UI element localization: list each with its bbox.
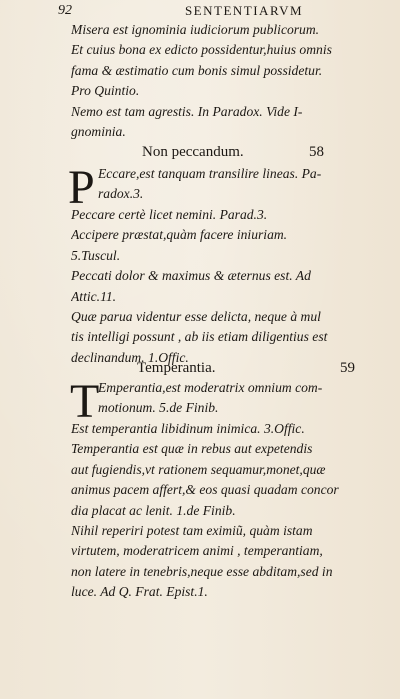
text-line: Nihil reperiri potest tam eximiũ, quàm istam (71, 523, 313, 539)
text-line: 5.Tuscul. (71, 247, 121, 263)
page-header (58, 3, 392, 21)
section-title: Temperantia. (137, 360, 216, 376)
section-number (309, 144, 324, 161)
section-number-value: 59 (340, 360, 355, 376)
text-line: gnominia. (71, 124, 126, 140)
text-line: Accipere præstat,quàm facere iniuriam. (71, 227, 288, 243)
text-line: Pro Quintio. (71, 83, 140, 99)
text-line: dia placat ac lenit. 1.de Finib. (71, 502, 236, 518)
text-line: radox.3. (98, 186, 144, 202)
opening-paragraph (71, 20, 392, 142)
section-title: Non peccandum. (142, 144, 244, 160)
text-line: Attic.11. (71, 288, 117, 304)
text-line: declinandum. 1.Offic. (71, 349, 189, 365)
section2-body (71, 419, 392, 603)
text-line: Peccati dolor & maximus & æternus est. Ad (71, 268, 311, 284)
text-line: Emperantia,est moderatrix omnium com- (98, 380, 323, 395)
text-line: luce. Ad Q. Frat. Epist.1. (71, 584, 208, 600)
section-heading-temperantia (137, 360, 216, 377)
text-line: Et cuius bona ex edicto possidentur,huius omnis (71, 42, 332, 58)
running-head: SENTENTIARVM (184, 3, 304, 18)
drop-capital: P (68, 161, 95, 214)
section1-first-lines (98, 164, 392, 205)
text-line: Eccare,est tanquam transilire lineas. Pa- (98, 166, 322, 181)
text-line: Est temperantia libidinum inimica. 3.Offic. (71, 421, 305, 436)
text-line: fama & æstimatio cum bonis simul possidetur. (71, 62, 323, 78)
text-line: Temperantia est quæ in rebus aut expetendis (71, 441, 313, 457)
text-line: animus pacem affert,& eos quasi quadam concor (71, 482, 339, 498)
text-line: Misera est ignominia iudiciorum publicorum. (71, 22, 320, 37)
text-line: Peccare certè licet nemini. Parad.3. (71, 207, 268, 222)
section-number (340, 360, 355, 377)
drop-capital: T (70, 375, 100, 428)
section1-body (71, 205, 392, 368)
text-line: non latere in tenebris,neque esse abditam,sed in (71, 563, 333, 579)
text-line: motionum. 5.de Finib. (98, 400, 219, 416)
section2-first-lines (98, 378, 392, 419)
section-heading-non-peccandum (142, 144, 244, 161)
page-number: 92 (58, 3, 72, 18)
text-line: Quæ parua videntur esse delicta, neque à mul (71, 309, 321, 325)
section-number-value: 58 (309, 144, 324, 160)
text-line: tis intelligi possunt , ab iis etiam diligentius est (71, 329, 328, 345)
text-line: aut fugiendis,vt rationem sequamur,monet,quæ (71, 461, 326, 477)
text-line: Nemo est tam agrestis. In Paradox. Vide I- (71, 103, 303, 119)
text-line: virtutem, moderatricem animi , temperantiam, (71, 543, 323, 559)
